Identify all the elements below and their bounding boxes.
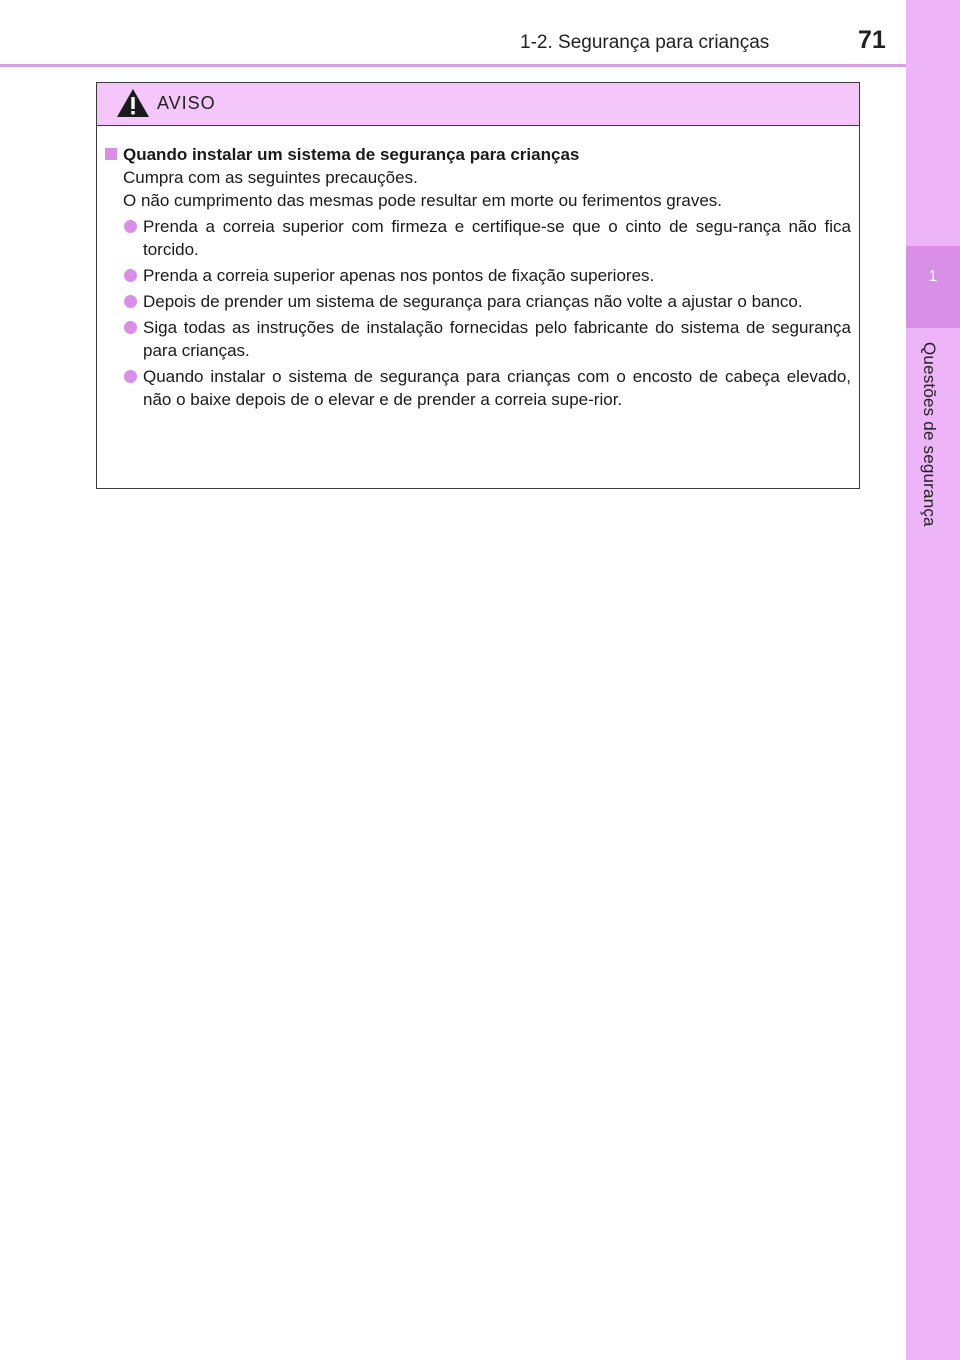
warning-intro-line: O não cumprimento das mesmas pode resultar em morte ou ferimentos graves.	[123, 191, 723, 210]
warning-header	[97, 83, 859, 126]
precaution-item	[105, 290, 851, 313]
chapter-title: Questões de segurança	[920, 342, 939, 527]
precaution-text: Siga todas as instruções de instalação fornecidas pelo fabricante do sistema de segurança para crianças.	[143, 318, 851, 360]
warning-label: AVISO	[157, 93, 216, 113]
square-bullet-icon	[105, 148, 117, 160]
warning-intro-line: Cumpra com as seguintes precauções.	[123, 168, 418, 187]
chapter-number-tab	[906, 246, 960, 328]
warning-heading	[105, 143, 851, 166]
precaution-text: Prenda a correia superior com firmeza e certifique-se que o cinto de segu-rança não fica torcido.	[143, 217, 851, 259]
precaution-list	[105, 215, 851, 411]
warning-body	[97, 126, 859, 411]
section-title: 1-2. Segurança para crianças	[520, 32, 770, 53]
chapter-number: 1	[928, 268, 938, 285]
precaution-text: Depois de prender um sistema de segurança para crianças não volte a ajustar o banco.	[143, 292, 803, 311]
header-rule	[0, 64, 906, 67]
precaution-item	[105, 365, 851, 411]
precaution-text: Quando instalar o sistema de segurança para crianças com o encosto de cabeça elevado, não o baixe depois de o elevar e de prender a correia supe-rior.	[143, 367, 851, 409]
precaution-item	[105, 316, 851, 362]
circle-bullet-icon	[124, 220, 137, 233]
circle-bullet-icon	[124, 370, 137, 383]
warning-box	[96, 82, 860, 489]
circle-bullet-icon	[124, 295, 137, 308]
chapter-side-tab	[906, 0, 960, 1360]
circle-bullet-icon	[124, 321, 137, 334]
precaution-item	[105, 264, 851, 287]
precaution-item	[105, 215, 851, 261]
warning-triangle-icon	[116, 88, 150, 118]
warning-heading-text: Quando instalar um sistema de segurança para crianças	[123, 145, 580, 164]
page-number: 71	[858, 26, 886, 54]
circle-bullet-icon	[124, 269, 137, 282]
precaution-text: Prenda a correia superior apenas nos pontos de fixação superiores.	[143, 266, 655, 285]
